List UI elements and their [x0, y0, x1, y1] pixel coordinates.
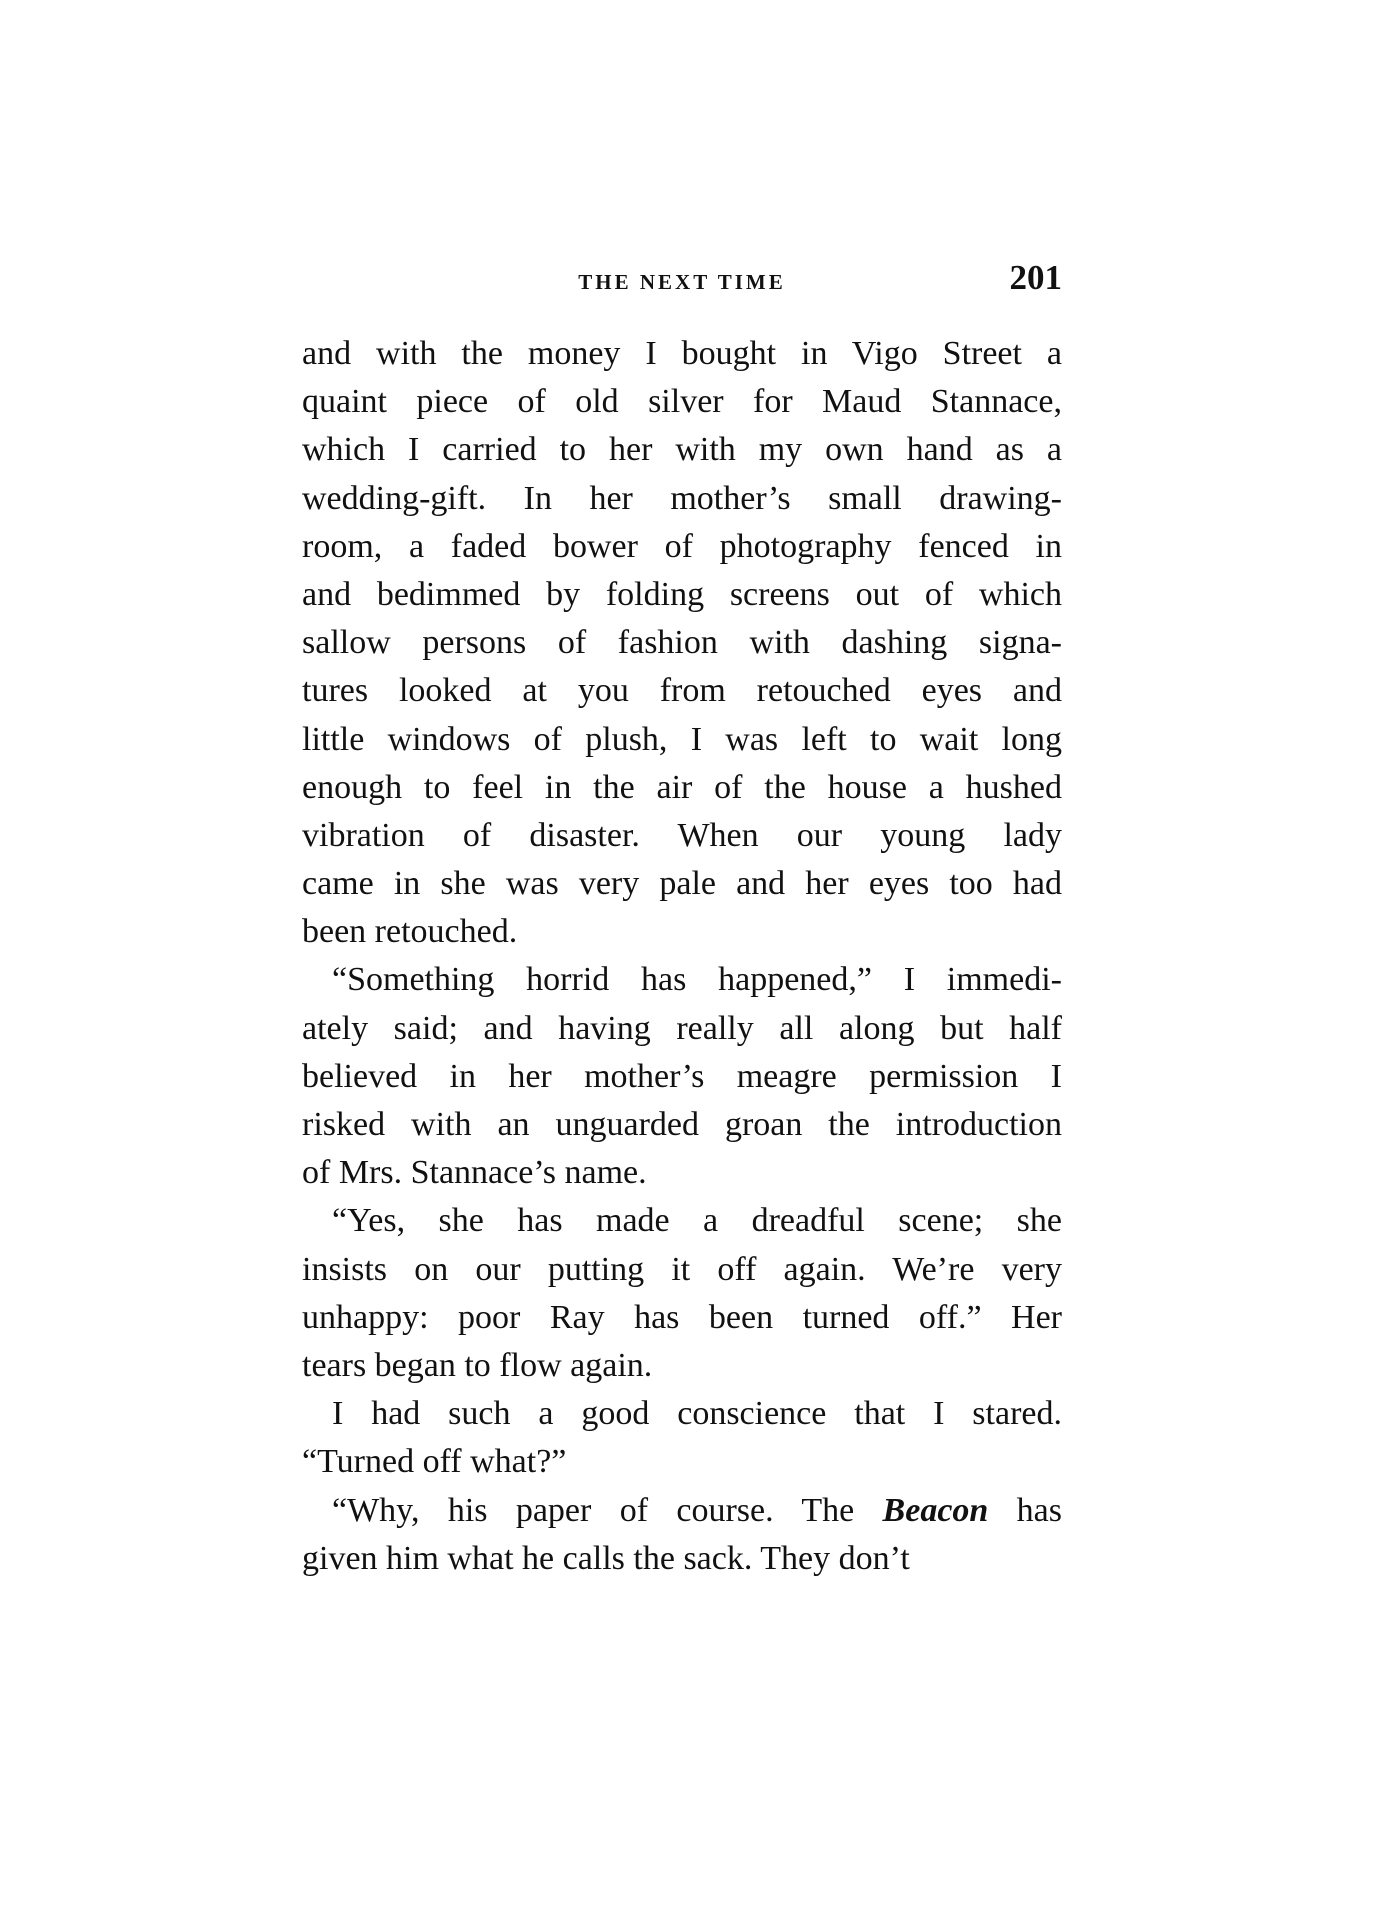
- text-line: “Why, his paper of course. The Beacon has: [332, 1491, 1062, 1529]
- text-line: “Turned off what?”: [302, 1443, 567, 1481]
- running-head: [302, 258, 1062, 308]
- text-line: tears began to flow again.: [302, 1346, 653, 1384]
- text-line: given him what he calls the sack. They don’t: [302, 1539, 910, 1577]
- text-line: unhappy: poor Ray has been turned off.” Her: [302, 1298, 1062, 1336]
- text-line: quaint piece of old silver for Maud Stannace,: [302, 383, 1062, 421]
- paragraph: [302, 956, 1062, 1197]
- running-title: THE NEXT TIME: [578, 270, 786, 294]
- text-line: believed in her mother’s meagre permission I: [302, 1057, 1062, 1095]
- text-line: been retouched.: [302, 913, 518, 951]
- paragraph: [302, 1197, 1062, 1390]
- text-line: vibration of disaster. When our young lady: [302, 816, 1062, 854]
- text-line: room, a faded bower of photography fenced in: [302, 527, 1062, 565]
- text-line: little windows of plush, I was left to wait long: [302, 720, 1062, 758]
- text-line: and with the money I bought in Vigo Street a: [302, 335, 1062, 372]
- text-line: and bedimmed by folding screens out of which: [302, 575, 1062, 613]
- text-line: of Mrs. Stannace’s name.: [302, 1154, 647, 1192]
- text-line: insists on our putting it off again. We’re very: [302, 1250, 1062, 1288]
- text-line: wedding-gift. In her mother’s small drawing-: [302, 479, 1062, 517]
- page-number: 201: [1009, 258, 1062, 297]
- text-line: came in she was very pale and her eyes too had: [302, 865, 1062, 903]
- text-line: “Something horrid has happened,” I immedi-: [332, 961, 1062, 999]
- paragraph: [302, 330, 1062, 956]
- text-line: I had such a good conscience that I stared.: [332, 1395, 1062, 1433]
- text-line: which I carried to her with my own hand as a: [302, 431, 1062, 469]
- text-line: tures looked at you from retouched eyes and: [302, 672, 1062, 710]
- text-line: sallow persons of fashion with dashing signa-: [302, 624, 1062, 662]
- text-line: “Yes, she has made a dreadful scene; she: [332, 1202, 1062, 1240]
- text-line: enough to feel in the air of the house a hushed: [302, 768, 1062, 806]
- paragraph: [302, 1487, 1062, 1583]
- italic-title: Beacon: [882, 1491, 989, 1529]
- body-text: [302, 330, 1062, 1610]
- text-line: risked with an unguarded groan the introduction: [302, 1106, 1062, 1143]
- text-line: ately said; and having really all along but half: [302, 1009, 1062, 1047]
- paragraph: [302, 1390, 1062, 1486]
